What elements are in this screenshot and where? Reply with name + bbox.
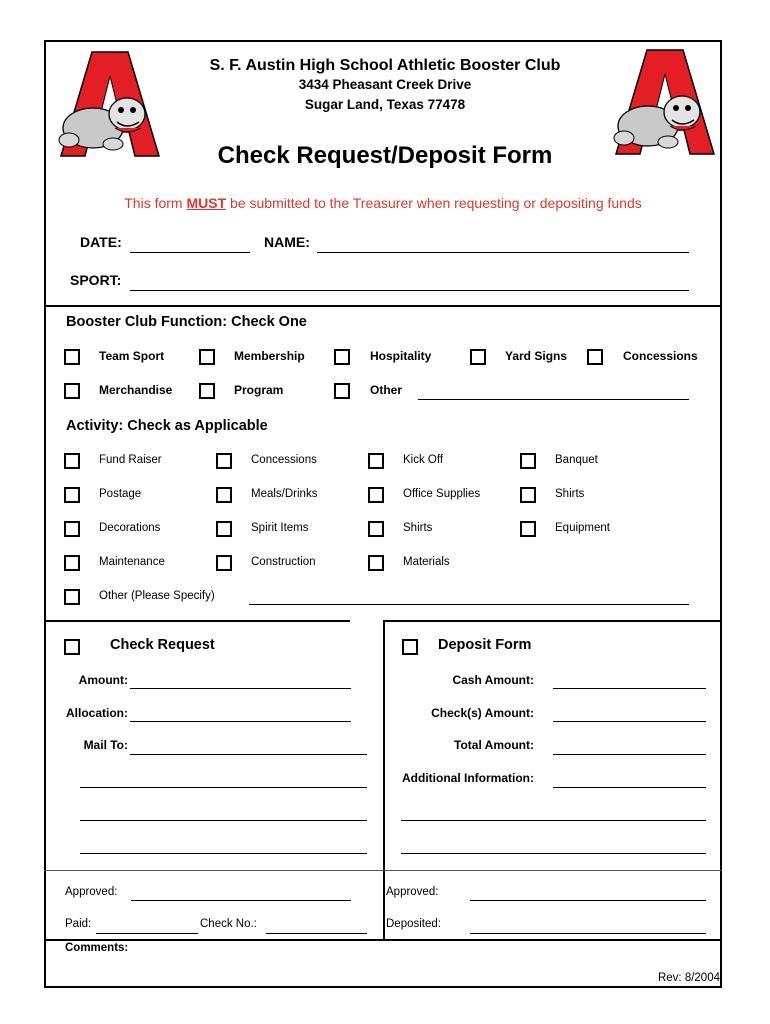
address-line-2: Sugar Land, Texas 77478 (304, 97, 466, 112)
activity-label-banquet: Banquet (555, 454, 598, 466)
activity-label-construction: Construction (251, 556, 316, 568)
activity-label-shirts-2: Shirts (403, 522, 433, 534)
mail-to-field-4[interactable] (80, 853, 367, 854)
approved-right-field[interactable] (470, 900, 706, 901)
function-label-team-sport: Team Sport (99, 349, 165, 363)
activity-label-fund-raiser: Fund Raiser (99, 454, 162, 466)
submission-notice (46, 195, 720, 211)
activity-label-spirit-items: Spirit Items (251, 522, 309, 534)
function-heading: Booster Club Function: Check One (66, 314, 307, 330)
checkbox-office-supplies[interactable] (368, 487, 384, 503)
function-label-yard-signs: Yard Signs (505, 349, 568, 363)
paid-field[interactable] (96, 933, 198, 934)
mail-to-field-3[interactable] (80, 820, 367, 821)
page-title: Check Request/Deposit Form (217, 142, 553, 169)
activity-label-kick-off: Kick Off (403, 454, 444, 466)
revision-note: Rev: 8/2004 (657, 972, 720, 984)
function-label-other: Other (370, 383, 403, 397)
checkbox-equipment[interactable] (520, 521, 536, 537)
check-no-field[interactable] (266, 933, 367, 934)
notice-prefix: This form (124, 195, 187, 211)
checkbox-other-activity[interactable] (64, 589, 80, 605)
deposit-form-title: Deposit Form (438, 637, 532, 653)
divider (44, 305, 722, 307)
comments-label: Comments: (65, 942, 129, 954)
activity-label-maintenance: Maintenance (99, 556, 165, 568)
checkbox-shirts-col4[interactable] (520, 487, 536, 503)
function-label-merchandise: Merchandise (99, 383, 173, 397)
activity-label-equipment: Equipment (555, 522, 610, 534)
bulldog-logo-right (610, 48, 720, 156)
additional-info-field-1[interactable] (553, 787, 706, 788)
notice-must: MUST (186, 195, 227, 211)
cash-amount-field[interactable] (553, 688, 706, 689)
approved-left-label: Approved: (65, 886, 118, 898)
checkbox-spirit-items[interactable] (216, 521, 232, 537)
checkbox-concessions-activity[interactable] (216, 453, 232, 469)
divider (383, 620, 722, 622)
name-field[interactable] (317, 252, 689, 253)
checkbox-deposit-form[interactable] (402, 639, 418, 655)
divider (44, 620, 350, 622)
activity-label-decorations: Decorations (99, 522, 161, 534)
notice-suffix: be submitted to the Treasurer when requesting or depositing funds (226, 195, 642, 211)
checkbox-shirts-col3[interactable] (368, 521, 384, 537)
checkbox-meals-drinks[interactable] (216, 487, 232, 503)
sport-field[interactable] (130, 290, 689, 291)
function-label-concessions: Concessions (623, 349, 698, 363)
checkbox-check-request[interactable] (64, 639, 80, 655)
divider (44, 939, 722, 941)
checkbox-team-sport[interactable] (64, 349, 80, 365)
activity-label-office-supplies: Office Supplies (403, 488, 481, 500)
check-request-title: Check Request (110, 637, 215, 653)
function-label-hospitality: Hospitality (370, 349, 432, 363)
org-name: S. F. Austin High School Athletic Booster Club (209, 57, 561, 74)
additional-info-field-3[interactable] (401, 853, 706, 854)
activity-label-meals-drinks: Meals/Drinks (251, 488, 318, 500)
allocation-field[interactable] (130, 721, 351, 722)
checkbox-other-function[interactable] (334, 383, 350, 399)
total-amount-field[interactable] (553, 754, 706, 755)
name-label: NAME: (264, 234, 310, 250)
deposited-label: Deposited: (386, 918, 441, 930)
checks-amount-label: Check(s) Amount: (431, 706, 534, 720)
paid-label: Paid: (65, 918, 92, 930)
checkbox-fund-raiser[interactable] (64, 453, 80, 469)
checkbox-construction[interactable] (216, 555, 232, 571)
checkbox-materials[interactable] (368, 555, 384, 571)
amount-field[interactable] (130, 688, 351, 689)
approved-right-label: Approved: (386, 886, 439, 898)
divider (44, 870, 722, 871)
checkbox-decorations[interactable] (64, 521, 80, 537)
checkbox-hospitality[interactable] (334, 349, 350, 365)
date-label: DATE: (80, 234, 122, 250)
checkbox-program[interactable] (199, 383, 215, 399)
address-line-1: 3434 Pheasant Creek Drive (298, 77, 472, 92)
other-activity-field[interactable] (249, 604, 689, 605)
checkbox-banquet[interactable] (520, 453, 536, 469)
date-field[interactable] (130, 252, 250, 253)
allocation-label: Allocation: (66, 706, 128, 720)
activity-label-postage: Postage (99, 488, 142, 500)
function-label-membership: Membership (234, 349, 305, 363)
checks-amount-field[interactable] (553, 721, 706, 722)
approved-left-field[interactable] (131, 900, 351, 901)
checkbox-membership[interactable] (199, 349, 215, 365)
activity-label-concessions: Concessions (251, 454, 317, 466)
additional-info-field-2[interactable] (401, 820, 706, 821)
activity-label-shirts: Shirts (555, 488, 585, 500)
other-function-field[interactable] (418, 399, 689, 400)
mail-to-field-2[interactable] (80, 787, 367, 788)
cash-amount-label: Cash Amount: (452, 673, 534, 687)
additional-info-label: Additional Information: (402, 771, 534, 785)
activity-heading: Activity: Check as Applicable (66, 418, 268, 434)
activity-label-other: Other (Please Specify) (99, 590, 215, 602)
sport-label: SPORT: (70, 272, 122, 288)
column-divider (383, 620, 385, 940)
activity-label-materials: Materials (403, 556, 450, 568)
function-label-program: Program (234, 383, 284, 397)
amount-label: Amount: (78, 673, 128, 687)
bulldog-logo-left (55, 50, 165, 158)
mail-to-label: Mail To: (83, 738, 128, 752)
deposited-field[interactable] (470, 933, 706, 934)
checkbox-postage[interactable] (64, 487, 80, 503)
total-amount-label: Total Amount: (454, 738, 534, 752)
checkbox-kick-off[interactable] (368, 453, 384, 469)
check-no-label: Check No.: (200, 918, 257, 930)
checkbox-maintenance[interactable] (64, 555, 80, 571)
checkbox-concessions[interactable] (587, 349, 603, 365)
mail-to-field-1[interactable] (130, 754, 367, 755)
checkbox-merchandise[interactable] (64, 383, 80, 399)
checkbox-yard-signs[interactable] (470, 349, 486, 365)
